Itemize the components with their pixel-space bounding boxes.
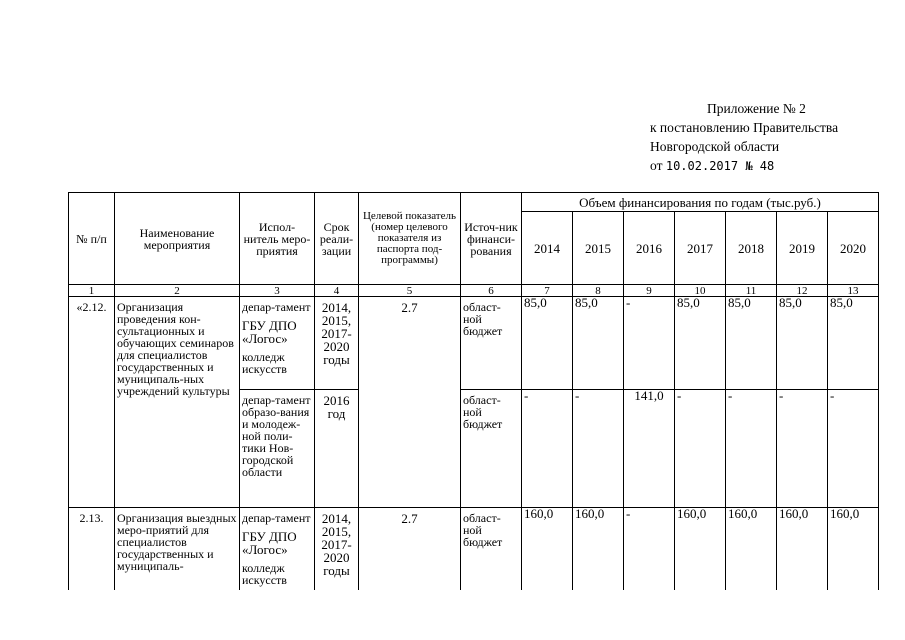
row-number: «2.12. (69, 297, 115, 508)
executor-logos: ГБУ ДПО «Логос» (242, 529, 297, 557)
value-cell: - (726, 390, 777, 508)
row-source: област-ной бюджет (461, 297, 522, 390)
value-cell: 85,0 (726, 297, 777, 390)
row-activity-name: Организация проведения кон-сультационных и обучающих семинаров для специалистов государственных и муниципаль-ных учреждений культуры (115, 297, 240, 508)
column-number: 13 (828, 285, 879, 297)
value-cell: - (624, 508, 675, 590)
row-activity-name: Организация выездных меро-приятий для специалистов государственных и муниципаль- (115, 508, 240, 590)
appendix-region-line: Новгородской области (650, 139, 780, 154)
funding-table (68, 192, 879, 590)
row-source: област-ной бюджет (461, 390, 522, 508)
value-cell: 85,0 (777, 297, 828, 390)
header-year: 2020 (828, 212, 879, 285)
header-no: № п/п (69, 193, 115, 285)
header-source: Источ-ник финанси-рования (461, 193, 522, 285)
value-cell: 160,0 (726, 508, 777, 590)
appendix-resolution-line: к постановлению Правительства (650, 120, 839, 135)
column-number: 3 (240, 285, 315, 297)
value-cell: 160,0 (675, 508, 726, 590)
header-year: 2016 (624, 212, 675, 285)
executor-college: колледж искусств (242, 350, 287, 376)
value-cell: - (573, 390, 624, 508)
column-number: 10 (675, 285, 726, 297)
date-value: 10.02.2017 № 48 (665, 159, 775, 173)
column-number: 5 (359, 285, 461, 297)
row-term: 2014, 2015, 2017-2020 годы (315, 508, 359, 590)
column-number: 2 (115, 285, 240, 297)
header-year: 2015 (573, 212, 624, 285)
date-prefix: от (650, 158, 663, 173)
column-number-row (69, 285, 879, 297)
executor-department: депар-тамент (242, 511, 311, 525)
row-executor: депар-тамент образо-вания и молодеж-ной поли-тики Нов-городской области (240, 390, 315, 508)
appendix-date-line (650, 156, 838, 176)
appendix-title: Приложение № 2 (707, 101, 806, 116)
value-cell: - (624, 297, 675, 390)
row-source: област-ной бюджет (461, 508, 522, 590)
header-year: 2018 (726, 212, 777, 285)
header-target: Целевой показатель (номер целевого показателя из паспорта под-программы) (359, 193, 461, 285)
executor-college: колледж искусств (242, 561, 287, 587)
executor-department: депар-тамент (242, 300, 311, 314)
appendix-header (650, 99, 838, 176)
column-number: 12 (777, 285, 828, 297)
column-number: 1 (69, 285, 115, 297)
row-executor (240, 297, 315, 390)
column-number: 9 (624, 285, 675, 297)
column-number: 4 (315, 285, 359, 297)
row-number: 2.13. (69, 508, 115, 590)
value-cell: 160,0 (828, 508, 879, 590)
header-executor: Испол-нитель меро-приятия (240, 193, 315, 285)
value-cell: 85,0 (573, 297, 624, 390)
row-executor (240, 508, 315, 590)
header-funding: Объем финансирования по годам (тыс.руб.) (522, 193, 879, 212)
column-number: 7 (522, 285, 573, 297)
column-number: 8 (573, 285, 624, 297)
header-name: Наименование мероприятия (115, 193, 240, 285)
value-cell: - (522, 390, 573, 508)
value-cell: 85,0 (828, 297, 879, 390)
row-term: 2016 год (315, 390, 359, 508)
header-term: Срок реали-зации (315, 193, 359, 285)
table-row (69, 508, 879, 590)
row-target: 2.7 (359, 297, 461, 508)
row-target: 2.7 (359, 508, 461, 590)
column-number: 6 (461, 285, 522, 297)
executor-logos: ГБУ ДПО «Логос» (242, 318, 297, 346)
value-cell: - (675, 390, 726, 508)
value-cell: 85,0 (522, 297, 573, 390)
header-year: 2017 (675, 212, 726, 285)
value-cell: - (777, 390, 828, 508)
value-cell: 85,0 (675, 297, 726, 390)
value-cell: - (828, 390, 879, 508)
value-cell: 160,0 (777, 508, 828, 590)
value-cell: 141,0 (624, 390, 675, 508)
value-cell: 160,0 (522, 508, 573, 590)
value-cell: 160,0 (573, 508, 624, 590)
row-term: 2014, 2015, 2017-2020 годы (315, 297, 359, 390)
table-row (69, 297, 879, 390)
header-year: 2019 (777, 212, 828, 285)
header-year: 2014 (522, 212, 573, 285)
column-number: 11 (726, 285, 777, 297)
